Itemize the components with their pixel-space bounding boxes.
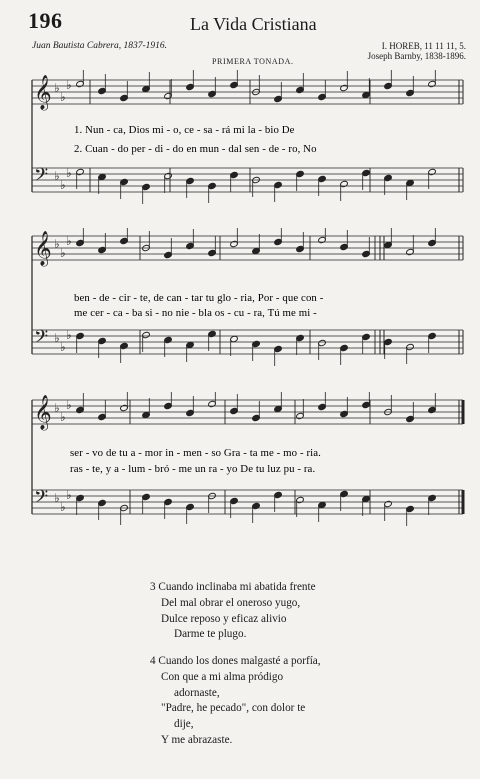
lyric-line-2: ras - te, y a - lum - bró - me un ra - yo De tu luz pu - ra. bbox=[70, 463, 316, 475]
music-system-1 bbox=[0, 70, 480, 215]
hymn-number: 196 bbox=[28, 8, 63, 33]
flat-icon: ♭ bbox=[66, 78, 72, 92]
flat-icon: ♭ bbox=[54, 331, 60, 345]
stanza-line: 3 Cuando inclinaba mi abatida frente bbox=[150, 581, 316, 593]
flat-icon: ♭ bbox=[66, 328, 72, 342]
music-system-2 bbox=[0, 228, 480, 373]
music-system-3 bbox=[0, 392, 480, 537]
flat-icon: ♭ bbox=[60, 178, 66, 192]
stanza-line: Darme te plugo. bbox=[174, 628, 247, 641]
treble-clef-icon: 𝄞 bbox=[34, 76, 52, 109]
stanza-line: "Padre, he pecado", con dolor te bbox=[161, 702, 306, 715]
stanza-line: Y me abrazaste. bbox=[161, 733, 233, 746]
flat-icon: ♭ bbox=[60, 500, 66, 514]
flat-icon: ♭ bbox=[54, 491, 60, 505]
author-credit: Juan Bautista Cabrera, 1837-1916. bbox=[32, 41, 168, 51]
flat-icon: ♭ bbox=[66, 398, 72, 412]
flat-icon: ♭ bbox=[60, 340, 66, 354]
flat-icon: ♭ bbox=[66, 234, 72, 248]
flat-icon: ♭ bbox=[54, 81, 60, 95]
tune-label: PRIMERA TONADA. bbox=[212, 57, 294, 66]
treble-clef-icon: 𝄞 bbox=[34, 396, 52, 429]
stanza-4 bbox=[150, 654, 321, 749]
treble-clef-icon: 𝄞 bbox=[34, 232, 52, 265]
lyric-line-1: ser - vo de tu a - mor in - men - so Gra - ta me - mo - ria. bbox=[70, 447, 321, 459]
lyric-line-1: 1. Nun - ca, Dios mi - o, ce - sa - rá mi la - bio De bbox=[74, 124, 295, 136]
composer-credit: Joseph Barnby, 1838-1896. bbox=[367, 51, 466, 61]
staff-lines bbox=[32, 70, 463, 204]
lyric-line-1: ben - de - cir - te, de can - tar tu glo - ria, Por - que con - bbox=[74, 292, 324, 304]
flat-icon: ♭ bbox=[54, 237, 60, 251]
lyric-line-2: me cer - ca - ba si - no nie - bla os - cu - ra, Tú me mi - bbox=[74, 307, 317, 319]
flat-icon: ♭ bbox=[66, 166, 72, 180]
bass-clef-icon: 𝄢 bbox=[34, 486, 49, 511]
stanza-3 bbox=[150, 580, 316, 643]
stanza-line: dije, bbox=[174, 718, 194, 731]
stanza-line: 4 Cuando los dones malgasté a porfía, bbox=[150, 655, 321, 667]
stanza-line: Con que a mi alma pródigo bbox=[161, 670, 284, 683]
stanza-line: Dulce reposo y eficaz alivio bbox=[161, 612, 287, 625]
flat-icon: ♭ bbox=[60, 246, 66, 260]
stanza-line: adornaste, bbox=[174, 686, 220, 699]
section-title: La Vida Cristiana bbox=[190, 14, 317, 34]
bass-clef-icon: 𝄢 bbox=[34, 326, 49, 351]
bass-clef-icon: 𝄢 bbox=[34, 164, 49, 189]
stanza-line: Del mal obrar el oneroso yugo, bbox=[161, 596, 301, 609]
flat-icon: ♭ bbox=[54, 401, 60, 415]
flat-icon: ♭ bbox=[54, 169, 60, 183]
flat-icon: ♭ bbox=[60, 90, 66, 104]
tune-meter: I. HOREB, 11 11 11, 5. bbox=[381, 41, 466, 51]
lyric-line-2: 2. Cuan - do per - di - do en mun - dal sen - de - ro, No bbox=[74, 143, 317, 155]
staff-lines bbox=[32, 392, 463, 526]
flat-icon: ♭ bbox=[60, 410, 66, 424]
flat-icon: ♭ bbox=[66, 488, 72, 502]
